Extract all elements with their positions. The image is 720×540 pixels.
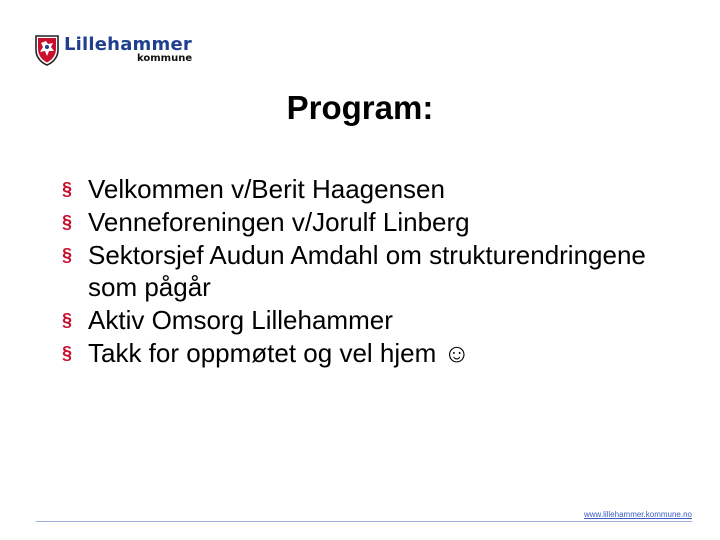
bullet-icon: § — [62, 179, 73, 199]
footer-divider — [36, 521, 692, 522]
bullet-icon: § — [62, 245, 73, 265]
program-list — [62, 173, 682, 370]
list-item-text: Venneforeningen v/Jorulf Linberg — [88, 207, 470, 237]
bullet-icon: § — [62, 212, 73, 232]
list-item-text: Aktiv Omsorg Lillehammer — [88, 305, 393, 335]
bullet-icon: § — [62, 310, 73, 330]
logo-name: Lillehammer — [64, 34, 192, 55]
bullet-icon: § — [62, 343, 73, 363]
footer-link[interactable]: www.lillehammer.kommune.no — [583, 510, 692, 519]
list-item-text: Takk for oppmøtet og vel hjem ☺ — [88, 338, 471, 368]
list-item — [62, 173, 682, 205]
slide-title: Program: — [286, 89, 434, 126]
coat-of-arms-icon — [34, 34, 60, 66]
logo — [34, 34, 209, 68]
list-item — [62, 239, 682, 303]
list-item — [62, 337, 682, 369]
list-item-text: Sektorsjef Audun Amdahl om strukturendringene som pågår — [88, 240, 646, 302]
logo-subtitle: kommune — [137, 53, 193, 64]
list-item — [62, 304, 682, 336]
list-item-text: Velkommen v/Berit Haagensen — [88, 174, 445, 204]
list-item — [62, 206, 682, 238]
